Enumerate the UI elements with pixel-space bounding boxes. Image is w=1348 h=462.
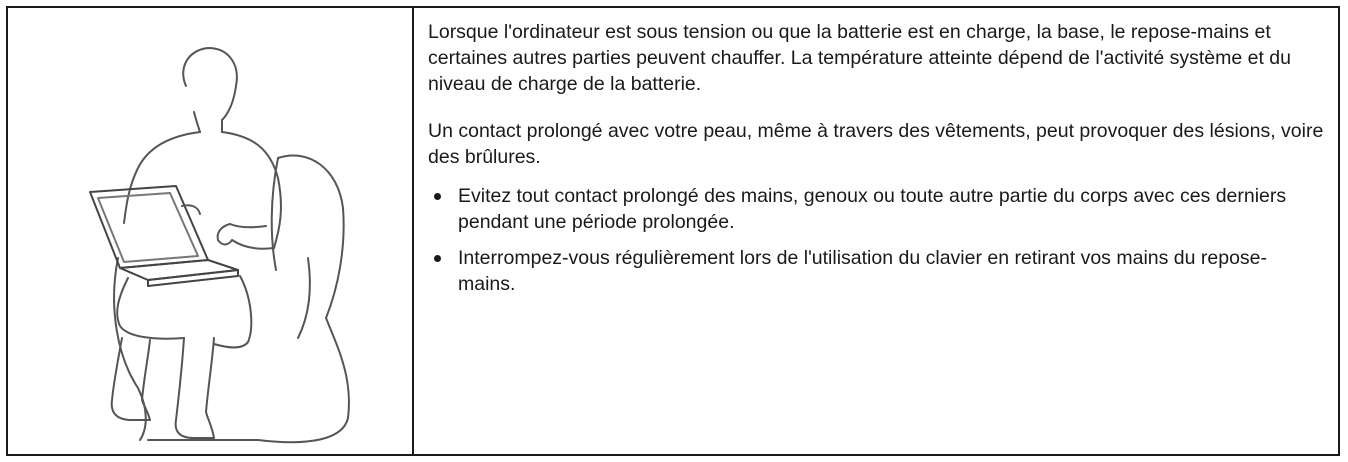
- bullet-text: Evitez tout contact prolongé des mains, genoux ou toute autre partie du corps avec ces derniers pendant une période prolongée.: [458, 185, 1287, 233]
- bullet-icon: [434, 255, 441, 262]
- bullet-icon: [434, 193, 441, 200]
- list-item: [428, 245, 1324, 297]
- notice-text-cell: [414, 8, 1338, 454]
- illustration-cell: [8, 8, 414, 454]
- list-item: [428, 183, 1324, 235]
- precaution-list: [428, 183, 1324, 297]
- skin-contact-paragraph: Un contact prolongé avec votre peau, même à travers des vêtements, peut provoquer des lésions, voire des brûlures.: [428, 120, 1324, 168]
- bullet-text: Interrompez-vous régulièrement lors de l'utilisation du clavier en retirant vos mains du repose-mains.: [458, 247, 1268, 295]
- safety-notice-table: [6, 6, 1340, 456]
- person-with-laptop-on-lap-icon: [8, 8, 412, 454]
- heat-warning-paragraph: Lorsque l'ordinateur est sous tension ou que la batterie est en charge, la base, le repose-mains et certaines autres parties peuvent chauffer. La température atteinte dépend de l'activité système et du niveau de charge de la batterie.: [428, 21, 1291, 95]
